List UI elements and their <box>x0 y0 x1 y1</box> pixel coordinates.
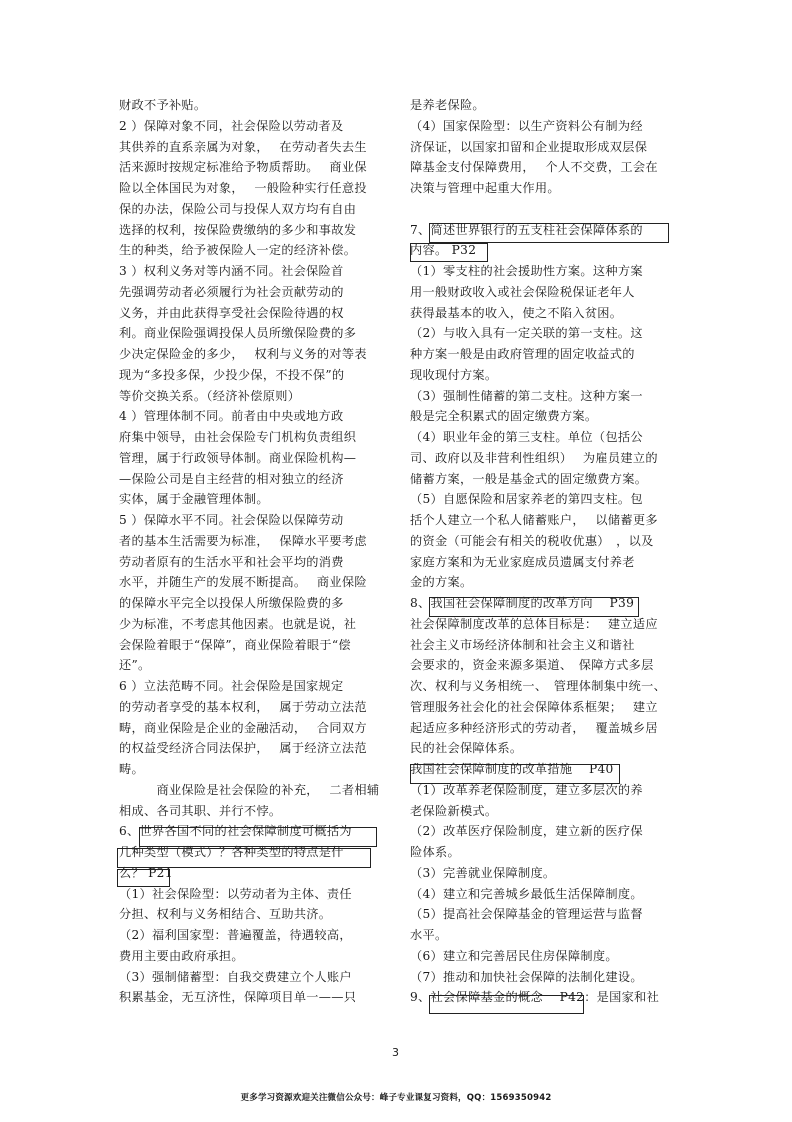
left-text-line: 等价交换关系。（经济补偿原则） <box>119 388 301 403</box>
left-text-line: 活来源时按规定标准给予物质帮助。 商业保 <box>119 160 367 175</box>
right-text-line: （1）零支柱的社会援助性方案。这种方案 <box>410 264 643 278</box>
right-text-line: 社会主义市场经济体制和社会主义和谐社 <box>410 637 635 652</box>
right-text-line: 种方案一般是由政府管理的固定收益式的 <box>410 347 635 361</box>
footer-note: 更多学习资源欢迎关注微信公众号：峰子专业课复习资料，QQ：1569350942 <box>240 1093 552 1103</box>
left-text-line: 劳动者原有的生活水平和社会平均的消费 <box>119 554 344 569</box>
right-text-line: （5）提高社会保障基金的管理运营与监督 <box>410 907 643 922</box>
left-text-line: 3 ）权利义务对等内涵不同。社会保险首 <box>119 264 344 278</box>
right-text-line: 括个人建立一个私人储蓄账户， 以储蓄更多 <box>410 513 658 527</box>
left-text-line: 几种类型（模式）？各种类型的特点是什 <box>119 845 344 859</box>
right-text-line: 是养老保险。 <box>410 98 485 112</box>
right-text-line: 次、权利与义务相统一、 管理体制集中统一、 <box>410 679 667 693</box>
left-text-line: 的劳动者享受的基本权利， 属于劳动立法范 <box>119 699 367 714</box>
right-text-line: 决策与管理中起重大作用。 <box>410 181 560 195</box>
left-text-line: （3）强制储蓄型：自我交费建立个人账户 <box>119 969 352 984</box>
left-text-line: 者的基本生活需要为标准， 保障水平要考虑 <box>119 533 367 548</box>
left-text-line: 利。商业保险强调投保人员所缴保险费的多 <box>119 326 357 341</box>
right-text-line: （7）推动和加快社会保障的法制化建设。 <box>410 969 643 984</box>
right-text-line: 险体系。 <box>410 845 460 859</box>
right-text-line: 会要求的，资金来源多渠道、 保障方式多层 <box>410 658 654 673</box>
right-text-line: 起适应多种经济形式的劳动者， 覆盖城乡居 <box>410 720 658 735</box>
right-text-line: 储蓄方案，一般是基金式的固定缴费方案。 <box>410 471 648 486</box>
left-text-line: 险以全体国民为对象， 一般险种实行任意投 <box>119 181 367 195</box>
right-text-line: 金的方案。 <box>410 575 473 590</box>
right-text-line: 现收现付方案。 <box>410 367 498 382</box>
left-text-line: 少决定保险金的多少， 权利与义务的对等表 <box>119 347 367 361</box>
right-text-line: （5）自愿保险和居家养老的第四支柱。包 <box>410 492 643 507</box>
left-text-line: 商业保险是社会保险的补充， 二者相辅 <box>119 782 380 797</box>
left-text-line: 管理，属于行政领导体制。商业保险机构— <box>119 450 357 465</box>
left-text-line: 财政不予补贴。 <box>119 98 207 112</box>
left-text-line: 会保险着眼于“保障”，商业保险着眼于“偿 <box>119 637 351 652</box>
right-text-line: 9、社会保障基金的概念 P42：是国家和社 <box>410 990 660 1005</box>
left-text-line: 么？ P21 <box>119 865 173 880</box>
left-text-line: 现为“多投多保，少投少保，不投不保”的 <box>119 367 345 382</box>
right-text-line: 家庭方案和为无业家庭成员遗属支付养老 <box>410 554 635 569</box>
right-text-line: 老保险新模式。 <box>410 803 498 818</box>
left-text-line: 义务，并由此获得享受社会保险待遇的权 <box>119 305 344 320</box>
left-text-line: 6 ）立法范畴不同。社会保险是国家规定 <box>119 679 344 693</box>
left-text-line: 先强调劳动者必须履行为社会贡献劳动的 <box>119 284 344 299</box>
left-text-line: （1）社会保险型：以劳动者为主体、责任 <box>119 886 352 901</box>
right-text-line: （3）强制性储蓄的第二支柱。这种方案一 <box>410 388 643 403</box>
left-text-line: —保险公司是自主经营的相对独立的经济 <box>119 471 344 486</box>
right-text-line: 7、简述世界银行的五支柱社会保障体系的 <box>410 222 643 237</box>
right-text-line: 民的社会保障体系。 <box>410 741 523 756</box>
left-text-line: 选择的权利，按保险费缴纳的多少和事故发 <box>119 222 357 237</box>
left-text-line: 5 ）保障水平不同。社会保险以保障劳动 <box>119 513 344 527</box>
right-text-line: 司、政府以及非营利性组织） 为雇员建立的 <box>410 450 658 465</box>
left-text-line: 分担、权利与义务相结合、互助共济。 <box>119 907 332 922</box>
left-text-line: 的权益受经济合同法保护， 属于经济立法范 <box>119 741 367 756</box>
left-text-line: （2）福利国家型：普遍覆盖，待遇较高， <box>119 928 352 942</box>
left-text-line: 保的办法，保险公司与投保人双方均有自由 <box>119 201 357 216</box>
left-text-line: 6、世界各国不同的社会保障制度可概括为 <box>119 824 352 839</box>
left-text-line: 积累基金，无互济性，保障项目单一——只 <box>119 990 357 1005</box>
left-text-line: 畴。 <box>119 762 144 776</box>
right-text-line: 我国社会保障制度的改革措施 P40 <box>410 762 614 776</box>
left-text-line: 其供养的直系亲属为对象， 在劳动者失去生 <box>119 139 367 154</box>
right-text-line: （6）建立和完善居民住房保障制度。 <box>410 948 618 963</box>
left-text-line: 还”。 <box>119 658 151 673</box>
right-text-line: 的资金（可能会有相关的税收优惠） ，以及 <box>410 533 654 548</box>
right-text-line: 障基金支付保障费用， 个人不交费，工会在 <box>410 160 658 175</box>
left-text-line: 少为标准，不考虑其他因素。也就是说，社 <box>119 616 357 631</box>
right-text-line: 用一般财政收入或社会保险税保证老年人 <box>410 284 635 299</box>
right-text-line: 8、我国社会保障制度的改革方向 P39 <box>410 596 635 610</box>
left-text-line: 相成、各司其职、并行不悖。 <box>119 803 282 818</box>
right-text-line: 社会保障制度改革的总体目标是： 建立适应 <box>410 616 658 631</box>
left-text-line: 实体，属于金融管理体制。 <box>119 492 269 507</box>
right-text-line: （2）与收入具有一定关联的第一支柱。这 <box>410 326 643 341</box>
right-text-line: 般是完全积累式的固定缴费方案。 <box>410 409 598 424</box>
left-text-line: 4 ）管理体制不同。前者由中央或地方政 <box>119 409 344 424</box>
right-text-line: 水平。 <box>410 928 448 942</box>
right-text-line: （4）建立和完善城乡最低生活保障制度。 <box>410 886 643 901</box>
right-text-line: 获得最基本的收入，使之不陷入贫困。 <box>410 305 623 320</box>
left-text-line: 水平，并随生产的发展不断提高。 商业保险 <box>119 575 367 590</box>
left-text-line: 费用主要由政府承担。 <box>119 948 244 963</box>
right-text-line: 内容。 P32 <box>410 243 477 258</box>
right-text-line: 济保证，以国家扣留和企业提取形成双层保 <box>410 139 648 154</box>
right-text-line: （3）完善就业保障制度。 <box>410 865 556 880</box>
right-text-line: （4）国家保险型：以生产资料公有制为经 <box>410 118 643 133</box>
left-text-line: 的保障水平完全以投保人所缴保险费的多 <box>119 596 344 610</box>
right-text-line: （2）改革医疗保险制度，建立新的医疗保 <box>410 824 643 839</box>
page-number: 3 <box>392 1046 399 1059</box>
right-text-line: 管理服务社会化的社会保障体系框架； 建立 <box>410 699 658 714</box>
left-text-line: 2 ）保障对象不同，社会保险以劳动者及 <box>119 118 344 133</box>
left-text-line: 生的种类，给予被保险人一定的经济补偿。 <box>119 243 357 258</box>
left-text-line: 府集中领导，由社会保险专门机构负责组织 <box>119 430 357 444</box>
right-text-line: （1）改革养老保险制度，建立多层次的养 <box>410 782 643 797</box>
left-text-line: 畴，商业保险是企业的金融活动， 合同双方 <box>119 720 367 735</box>
right-text-line: （4）职业年金的第三支柱。单位（包括公 <box>410 430 643 444</box>
